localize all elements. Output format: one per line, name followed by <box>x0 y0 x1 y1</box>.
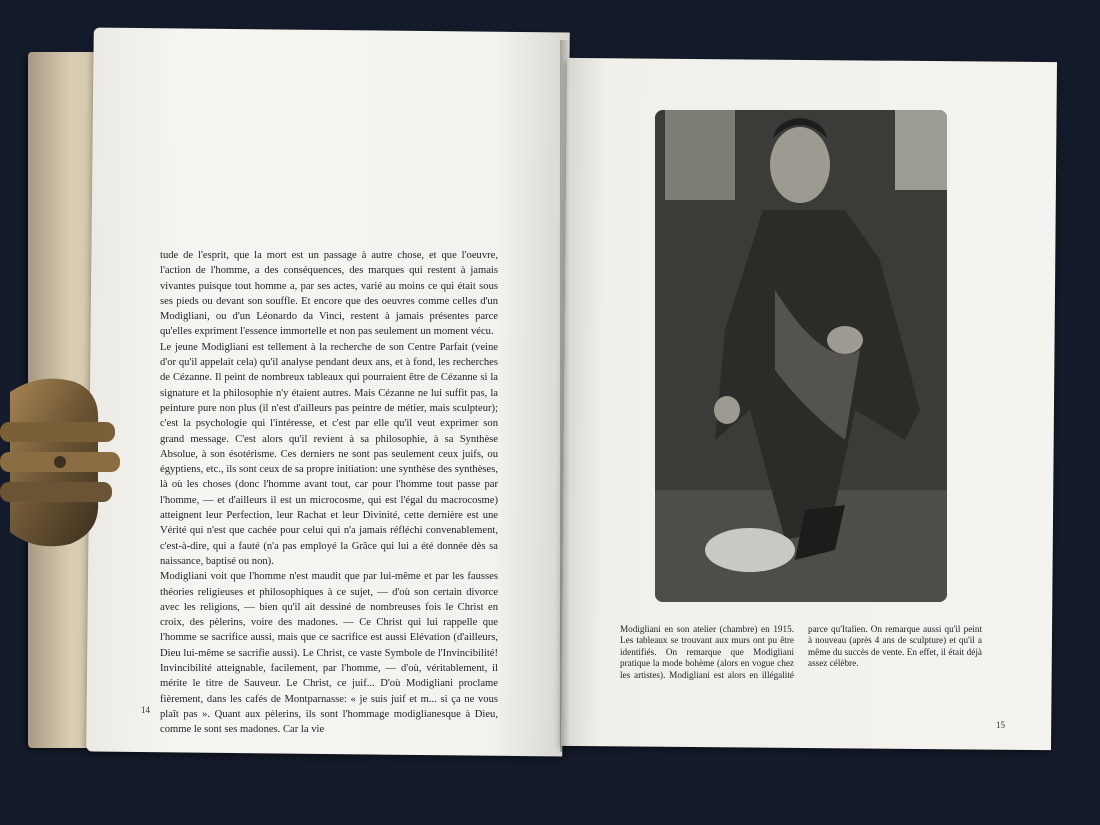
page-number-left: 14 <box>141 705 150 715</box>
portrait-photo <box>655 110 947 602</box>
paragraph: Le jeune Modigliani est tellement à la recherche de son Centre Parfait (veine d'or qu'il appelait cela) qu'il analyse pendant deux ans, et à fond, les recherches de Cézanne. Il peint de nombreux tableaux qui pourraient être de Cézanne si la signature et la philosophie n'y étaient autres. Mais Cézanne ne lui suffit pas, la peinture pure non plus (il n'est d'ailleurs pas peintre de métier, mais sculpteur); c'est la psychologie qui l'intéresse, et c'est par elle qu'il veut exprimer son grand message. C'est alors qu'il revient à sa philosophie, à sa Synthèse Absolue, à son ésotérisme. Ces derniers ne sont pas seulement ceux juifs, ou égyptiens, etc., ils sont ceux de sa propre initiation: une synthèse des synthèses, là où les choses (donc l'homme avant tout, car pour l'homme tout passe par l'homme, — et d'ailleurs il est un microcosme, qui est l'égal du macrocosme) atteignent leur Perfection, leur Rachat et leur Divinité, cette dernière est une Vérité qui n'est que cachée pour celui qui n'a jamais réfléchi convenablement, c'est-à-dire, qui a fauté (n'a pas employé la Grâce qui lui a été donnée dès sa naissance, baptisé ou non). <box>160 341 498 567</box>
photo-caption: Modigliani en son atelier (chambre) en 1915. Les tableaux se trouvant aux murs ont pu être identifiés. On remarque que Modigliani pratique la mode bohème (alors en vogue chez les artistes). Modigliani est alors en illégalité parce qu'Italien. On remarque aussi qu'il peint à nouveau (après 4 ans de sculpture) et qu'il a même du succès de vente. En effet, il était déjà assez célèbre. <box>620 624 982 680</box>
page-number-right: 15 <box>996 720 1005 730</box>
clasp-illustration <box>0 372 120 550</box>
left-page-text <box>160 248 498 738</box>
portrait-illustration <box>655 110 947 602</box>
paragraph: Modigliani voit que l'homme n'est maudit que par lui-même et par les fausses théories religieuses et philosophiques à ce sujet, — d'où son certain divorce avec les religions, — bien qu'il ait dessiné de nombreuses fois le Christ en croix, des pèlerins, voire des madones. — Ce Christ qui lui rappelle que l'homme se sacrifice aussi, mais que ce sacrifice est aussi Elévation (d'ailleurs, Dieu lui-même se sacrifie aussi). Le Christ, ce vaste Symbole de l'Invincibilité! Invincibilité atteignable, facilement, par l'homme, — d'où, véritablement, il mérite le titre de Sauveur. Le Christ, ce juif... D'où Modigliani proclame fièrement, dans les cafés de Montparnasse: « je suis juif et m... si ça ne vous plaît pas ». Quant aux pèlerins, ils sont l'hommage modiglianesque à Dieu, comme le sont ses madones. Car la vie <box>160 571 498 736</box>
bronze-clasp <box>0 372 120 550</box>
book-gutter <box>560 40 570 752</box>
paragraph: tude de l'esprit, que la mort est un passage à autre chose, et que l'oeuvre, l'action de l'homme, a des conséquences, des marques qui restent à jamais vivantes puisque tout homme a, par ses actes, varié au moins ce qui était sous ses pieds ou devant son souffle. Et encore que des oeuvres comme celles d'un Modigliani, ou d'un Léonardo da Vinci, restent à jamais présentes parce qu'elles expriment l'essence immortelle et non pas seulement un moment vécu. <box>160 250 498 338</box>
